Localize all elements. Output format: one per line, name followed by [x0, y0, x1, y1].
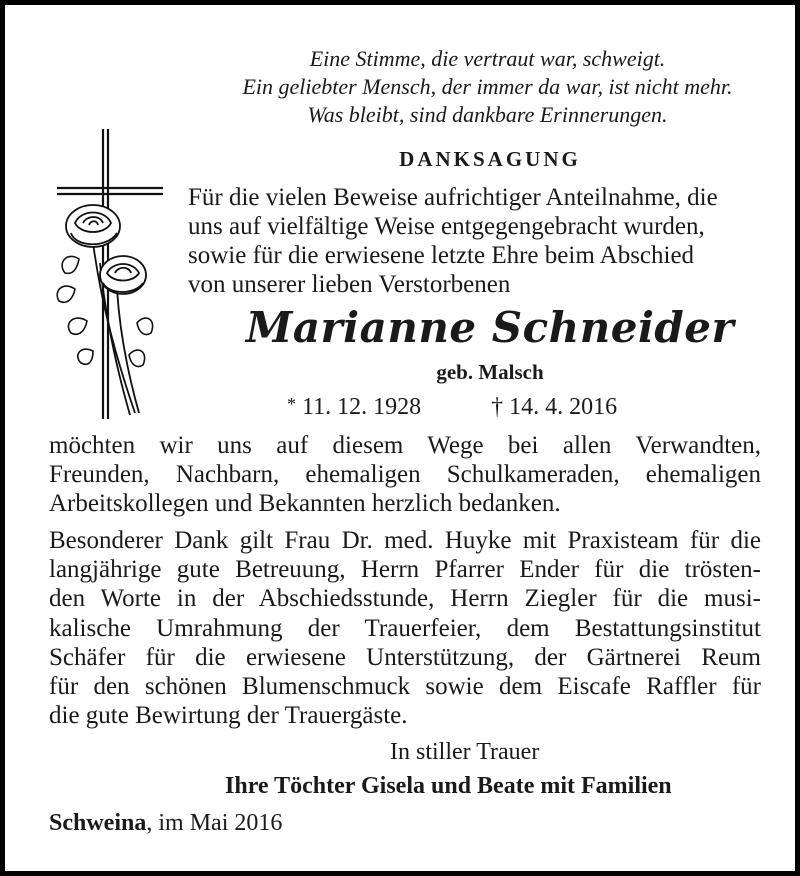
text-line: Schäfer für die erwiesene Unterstützung, der Gärtnerei Reum: [49, 643, 761, 671]
death-date: 14. 4. 2016: [509, 394, 618, 420]
signatories: Ihre Töchter Gisela und Beate mit Familien: [225, 773, 672, 799]
text-line: Arbeitskollegen und Bekannten herzlich bedanken.: [49, 490, 561, 518]
text-line: Besonderer Dank gilt Frau Dr. med. Huyke mit Praxisteam für die: [49, 527, 761, 554]
text-line: die gute Bewirtung der Trauergäste.: [49, 702, 408, 730]
cross-with-roses-icon: [45, 123, 165, 423]
text-line: Freunden, Nachbarn, ehemaligen Schulkameraden, ehemaligen: [49, 461, 761, 489]
death-cross-icon: †: [491, 394, 504, 420]
birth-date: 11. 12. 1928: [302, 394, 422, 420]
poem-line: Eine Stimme, die vertraut war, schweigt.: [309, 46, 666, 71]
text-line: möchten wir uns auf diesem Wege bei allen Verwandten,: [49, 432, 761, 459]
text-line: Für die vielen Beweise aufrichtiger Anteilnahme, die: [188, 184, 718, 211]
notice-date: , im Mai 2016: [146, 810, 283, 836]
town-name: Schweina: [49, 810, 147, 836]
text-line: kalische Umrahmung der Trauerfeier, dem Bestattungsinstitut: [49, 614, 761, 642]
poem-line: Ein geliebter Mensch, der immer da war, ist nicht mehr.: [242, 74, 733, 99]
text-line: langjährige gute Betreuung, Herrn Pfarrer Ender für die trösten-: [49, 556, 761, 584]
page-title: DANKSAGUNG: [399, 147, 581, 171]
maiden-name: geb. Malsch: [436, 360, 544, 384]
thanks-paragraph: [49, 431, 761, 519]
intro-paragraph: [188, 183, 783, 299]
special-thanks-paragraph: [49, 526, 761, 730]
place-and-date: [49, 810, 282, 837]
birth-star-icon: *: [287, 394, 296, 414]
text-line: für den schönen Blumenschmuck sowie dem Eiscafe Raffler für: [49, 673, 761, 701]
text-line: uns auf vielfältige Weise entgegengebracht wurden,: [188, 213, 705, 240]
life-dates: [287, 394, 617, 421]
text-line: den Worte in der Abschiedsstunde, Herrn Ziegler für die musi-: [49, 585, 761, 613]
closing-phrase: In stiller Trauer: [390, 739, 540, 765]
text-line: von unserer lieben Verstorbenen: [188, 271, 511, 298]
deceased-name: Marianne Schneider: [245, 303, 735, 352]
text-line: sowie für die erwiesene letzte Ehre beim Abschied: [188, 242, 695, 269]
memorial-poem: [5, 45, 795, 129]
poem-line: Was bleibt, sind dankbare Erinnerungen.: [307, 102, 668, 127]
